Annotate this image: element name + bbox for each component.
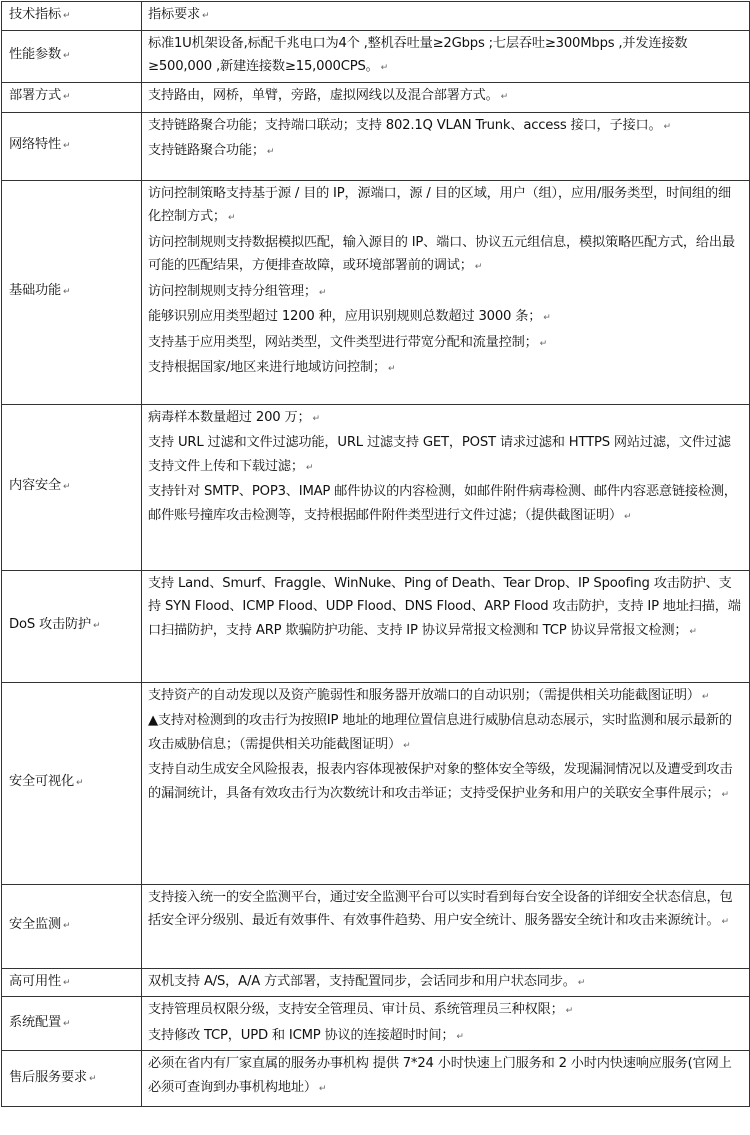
requirement-paragraph <box>148 1052 743 1101</box>
header-col-indicator: 技术指标 ↵ <box>2 2 142 31</box>
requirement-text: 支持管理员权限分级，支持安全管理员、审计员、系统管理员三种权限； <box>148 1002 564 1017</box>
paragraph-mark: ↵ <box>539 338 547 349</box>
row-label-cell <box>2 1051 142 1107</box>
requirement-text: 支持 URL 过滤和文件过滤功能，URL 过滤支持 GET，POST 请求过滤和 HTTPS 网站过滤，文件过滤支持文件上传和下载过滤； <box>148 435 731 474</box>
paragraph-mark: ↵ <box>721 917 729 927</box>
row-requirement-cell <box>142 997 750 1051</box>
paragraph-mark: ↵ <box>663 121 671 132</box>
paragraph-mark: ↵ <box>388 364 396 374</box>
row-label-cell <box>2 82 142 112</box>
row-label: 安全监测 <box>9 917 61 933</box>
paragraph-mark: ↵ <box>318 1083 327 1094</box>
requirement-text: 支持针对 SMTP、POP3、IMAP 邮件协议的内容检测，如邮件附件病毒检测、邮件内容恶意链接检测，邮件账号撞库攻击检测等，支持根据邮件附件类型进行文件过滤；（提供截图证明） <box>148 484 737 523</box>
spec-table <box>1 1 750 1107</box>
row-requirement-cell <box>142 1051 750 1107</box>
row-label-cell <box>2 404 142 570</box>
table-row <box>2 82 750 112</box>
requirement-paragraph <box>148 84 743 110</box>
paragraph-mark: ↵ <box>75 778 84 789</box>
requirement-text: 支持链路聚合功能； <box>148 143 265 158</box>
requirement-paragraph <box>148 356 743 382</box>
row-requirement-cell <box>142 404 750 570</box>
row-label-cell <box>2 997 142 1051</box>
paragraph-mark: ↵ <box>62 977 71 988</box>
requirement-text: 支持资产的自动发现以及资产脆弱性和服务器开放端口的自动识别；（需提供相关功能截图证明） <box>148 687 700 703</box>
row-label: 性能参数 <box>9 47 61 63</box>
requirement-text: 支持 Land、Smurf、Fraggle、WinNuke、Ping of Death、Tear Drop、IP Spoofing 攻击防护、支持 SYN Flood、ICMP Flood、UDP Flood、DNS Flood、ARP Flood 攻击防护，支持 IP 地址扫描，端口扫描防护，支持 ARP 欺骗防护功能、支持 IP 协议异常报文检测和 TCP 协议异常报文检测； <box>148 575 741 638</box>
requirement-text: 必须在省内有厂家直属的服务办事机构 提供 7*24 小时快速上门服务和 2 小时内快速响应服务(官网上必须可查询到办事机构地址） <box>148 1056 732 1095</box>
paragraph-mark: ↵ <box>62 921 71 932</box>
requirement-text: 支持路由，网桥，单臂，旁路，虚拟网线以及混合部署方式。 <box>148 87 499 103</box>
requirement-text: 能够识别应用类型超过 1200 种，应用识别规则总数超过 3000 条； <box>148 309 542 324</box>
paragraph-mark: ↵ <box>474 262 483 272</box>
requirement-paragraph <box>148 709 743 758</box>
paragraph-mark: ↵ <box>88 1073 97 1084</box>
row-label: 高可用性 <box>9 973 61 989</box>
row-label-cell <box>2 682 142 884</box>
paragraph-mark: ↵ <box>500 91 509 102</box>
row-requirement-cell <box>142 682 750 884</box>
table-row <box>2 404 750 570</box>
row-label: 内容安全 <box>9 478 61 494</box>
requirement-paragraph <box>148 431 743 480</box>
table-row <box>2 112 750 180</box>
paragraph-mark: ↵ <box>456 1031 464 1042</box>
row-label-cell <box>2 30 142 82</box>
requirement-paragraph <box>148 684 743 710</box>
paragraph-mark: ↵ <box>689 626 697 637</box>
paragraph-mark: ↵ <box>380 63 388 73</box>
row-label-cell <box>2 968 142 997</box>
row-label-cell <box>2 180 142 404</box>
requirement-text: 支持自动生成安全风险报表，报表内容体现被保护对象的整体安全等级，发现漏洞情况以及遭受到攻击的漏洞统计，具备有效攻击行为次数统计和攻击举证；支持受保护业务和用户的关联安全事件展示； <box>148 762 733 801</box>
paragraph-mark: ↵ <box>62 482 71 493</box>
requirement-text: 访问控制规则支持分组管理； <box>148 283 317 299</box>
row-requirement-cell <box>142 112 750 180</box>
requirement-paragraph <box>148 758 743 807</box>
requirement-text: 支持修改 TCP，UPD 和 ICMP 协议的连接超时时间； <box>148 1027 455 1043</box>
paragraph-mark: ↵ <box>227 213 236 223</box>
paragraph-mark: ↵ <box>62 92 71 103</box>
requirement-text: 访问控制规则支持数据模拟匹配，输入源目的 IP、端口、协议五元组信息，模拟策略匹配方式，给出最可能的匹配结果，方便排查故障，或环境部署前的调试； <box>148 234 735 273</box>
row-label-cell <box>2 884 142 968</box>
paragraph-mark: ↵ <box>565 1006 573 1016</box>
requirement-paragraph <box>148 998 743 1024</box>
paragraph-mark: ↵ <box>623 511 632 522</box>
row-requirement-cell <box>142 968 750 997</box>
paragraph-mark: ↵ <box>62 287 71 298</box>
header-col-requirement: 指标要求 ↵ <box>142 2 750 31</box>
table-row <box>2 570 750 682</box>
table-header-row <box>2 2 750 31</box>
paragraph-mark: ↵ <box>403 740 411 751</box>
requirement-paragraph <box>148 406 743 432</box>
requirement-text: 支持接入统一的安全监测平台，通过安全监测平台可以实时看到每台安全设备的详细安全状态信息，包括安全评分级别、最近有效事件、有效事件趋势、用户安全统计、服务器安全统计和攻击来源统计。 <box>148 889 733 928</box>
paragraph-mark: ↵ <box>62 1018 71 1029</box>
row-requirement-cell <box>142 82 750 112</box>
requirement-text: ▲支持对检测到的攻击行为按照IP 地址的地理位置信息进行威胁信息动态展示，实时监测和展示最新的攻击威胁信息；（需提供相关功能截图证明） <box>148 713 732 752</box>
requirement-paragraph <box>148 1024 743 1050</box>
table-row <box>2 180 750 404</box>
requirement-text: 支持根据国家/地区来进行地域访问控制； <box>148 360 387 375</box>
row-label: 售后服务要求 <box>9 1069 87 1085</box>
row-label: 基础功能 <box>9 283 61 299</box>
requirement-text: 支持链路聚合功能；支持端口联动；支持 802.1Q VLAN Trunk、access 接口，子接口。 <box>148 117 662 133</box>
requirement-paragraph <box>148 32 743 81</box>
table-row <box>2 968 750 997</box>
requirement-text: 病毒样本数量超过 200 万； <box>148 409 311 425</box>
requirement-paragraph <box>148 182 743 231</box>
paragraph-mark: ↵ <box>577 977 586 988</box>
table-row <box>2 1051 750 1107</box>
row-label: 安全可视化 <box>9 774 74 790</box>
requirement-paragraph <box>148 280 743 306</box>
row-label-cell <box>2 570 142 682</box>
row-requirement-cell <box>142 884 750 968</box>
row-label-cell <box>2 112 142 180</box>
table-row <box>2 30 750 82</box>
paragraph-mark: ↵ <box>701 691 710 702</box>
requirement-paragraph <box>148 114 743 140</box>
requirement-paragraph <box>148 139 743 165</box>
paragraph-mark: ↵ <box>305 462 314 473</box>
paragraph-mark: ↵ <box>721 789 729 800</box>
requirement-paragraph <box>148 331 743 357</box>
requirement-paragraph <box>148 480 743 529</box>
table-row <box>2 884 750 968</box>
paragraph-mark: ↵ <box>92 621 101 632</box>
paragraph-mark: ↵ <box>312 413 320 424</box>
paragraph-mark: ↵ <box>543 313 551 323</box>
requirement-text: 双机支持 A/S，A/A 方式部署，支持配置同步，会话同步和用户状态同步。 <box>148 973 576 989</box>
table-row <box>2 997 750 1051</box>
requirement-paragraph <box>148 970 743 996</box>
requirement-paragraph <box>148 305 743 331</box>
requirement-paragraph <box>148 886 743 935</box>
paragraph-mark: ↵ <box>318 287 327 298</box>
requirement-paragraph <box>148 231 743 280</box>
row-requirement-cell <box>142 30 750 82</box>
table-row <box>2 682 750 884</box>
row-label: 网络特性 <box>9 137 61 153</box>
requirement-text: 标准1U机架设备,标配千兆电口为4个 ,整机吞吐量≥2Gbps ;七层吞吐≥300Mbps ,并发连接数≥500,000 ,新建连接数≥15,000CPS。 <box>148 35 688 74</box>
requirement-text: 访问控制策略支持基于源 / 目的 IP，源端口，源 / 目的区域，用户（组），应用/服务类型，时间组的细化控制方式； <box>148 185 732 224</box>
requirement-paragraph <box>148 572 743 645</box>
row-label: 部署方式 <box>9 88 61 104</box>
requirement-text: 支持基于应用类型，网站类型，文件类型进行带宽分配和流量控制； <box>148 334 538 350</box>
row-label: DoS 攻击防护 <box>9 617 91 633</box>
row-requirement-cell <box>142 570 750 682</box>
paragraph-mark: ↵ <box>62 141 71 152</box>
paragraph-mark: ↵ <box>266 147 275 157</box>
row-requirement-cell <box>142 180 750 404</box>
row-label: 系统配置 <box>9 1014 61 1030</box>
paragraph-mark: ↵ <box>62 51 71 62</box>
